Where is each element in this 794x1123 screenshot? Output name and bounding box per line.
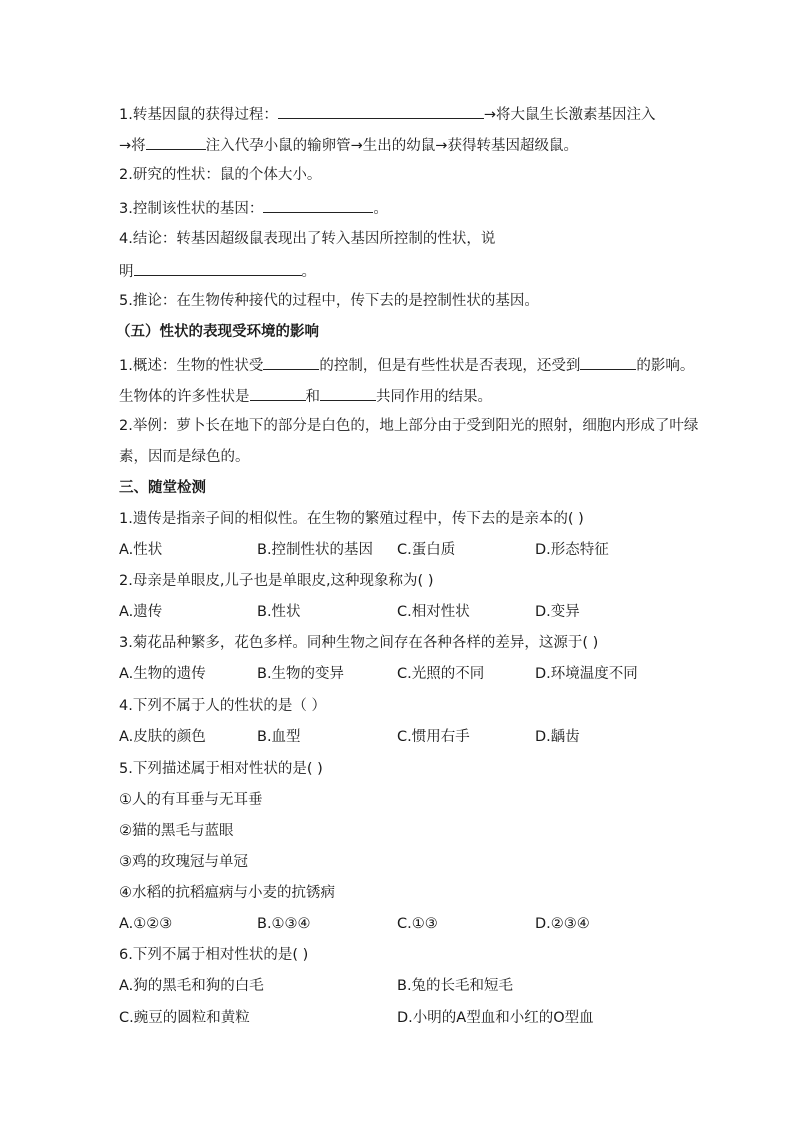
q5-option-d[interactable]: D.②③④: [535, 916, 590, 932]
question-4: 4.下列不属于人的性状的是（ ）: [119, 698, 326, 714]
answer-blank[interactable]: [263, 197, 373, 213]
question-2: 2.母亲是单眼皮,儿子也是单眼皮,这种现象称为( ): [119, 573, 434, 589]
q4-option-b[interactable]: B.血型: [257, 729, 301, 745]
question-5: 5.下列描述属于相对性状的是( ): [119, 761, 323, 777]
item-1-text-2: →将大鼠生长激素基因注入: [483, 107, 656, 123]
q5-statement-4: ④水稻的抗稻瘟病与小麦的抗锈病: [119, 885, 335, 901]
q2-option-c[interactable]: C.相对性状: [397, 604, 470, 620]
item-4-cont: [119, 260, 316, 282]
q1-option-d[interactable]: D.形态特征: [535, 542, 609, 558]
q3-option-c[interactable]: C.光照的不同: [397, 666, 485, 682]
q2-option-d[interactable]: D.变异: [535, 604, 580, 620]
answer-blank[interactable]: [146, 134, 206, 150]
q3-option-d[interactable]: D.环境温度不同: [535, 666, 638, 682]
q6-option-c[interactable]: C.豌豆的圆粒和黄粒: [119, 1010, 250, 1026]
item-3-end: 。: [373, 201, 388, 217]
item-1-text: 1.转基因鼠的获得过程：: [119, 107, 278, 123]
item-1-text-3: →将: [119, 138, 146, 154]
q3-option-b[interactable]: B.生物的变异: [257, 666, 345, 682]
sec5-para-1: [119, 354, 694, 376]
q2-option-b[interactable]: B.性状: [257, 604, 301, 620]
q6-option-d[interactable]: D.小明的A型血和小红的O型血: [397, 1010, 594, 1026]
sec5-para-2: 2.举例：萝卜长在地下的部分是白色的，地上部分由于受到阳光的照射，细胞内形成了叶绿: [119, 418, 699, 434]
question-1: 1.遗传是指亲子间的相似性。在生物的繁殖过程中，传下去的是亲本的( ): [119, 511, 584, 527]
sec5-text: 的控制，但是有些性状是否表现，还受到: [319, 358, 581, 374]
answer-blank[interactable]: [263, 354, 319, 370]
sec5-para-1-cont: [119, 385, 492, 407]
item-4-end: 。: [301, 264, 316, 280]
item-3-text: 3.控制该性状的基因：: [119, 201, 264, 217]
q2-option-a[interactable]: A.遗传: [119, 604, 163, 620]
item-1-cont: [119, 134, 578, 156]
item-1-text-4: 注入代孕小鼠的输卵管→生出的幼鼠→获得转基因超级鼠。: [205, 138, 578, 154]
item-3: [119, 197, 388, 219]
sec5-text: 1.概述：生物的性状受: [119, 358, 264, 374]
q5-statement-2: ②猫的黑毛与蓝眼: [119, 823, 234, 839]
sec5-text: 生物体的许多性状是: [119, 389, 250, 405]
question-3: 3.菊花品种繁多，花色多样。同种生物之间存在各种各样的差异，这源于( ): [119, 635, 599, 651]
q5-option-a[interactable]: A.①②③: [119, 916, 173, 932]
item-5: 5.推论：在生物传种接代的过程中，传下去的是控制性状的基因。: [119, 293, 539, 309]
q5-option-b[interactable]: B.①③④: [257, 916, 311, 932]
item-1: [119, 103, 656, 125]
q4-option-a[interactable]: A.皮肤的颜色: [119, 729, 206, 745]
sec5-text: 和: [305, 389, 320, 405]
answer-blank[interactable]: [278, 103, 484, 119]
sec5-para-2-cont: 素，因而是绿色的。: [119, 449, 250, 465]
q5-option-c[interactable]: C.①③: [397, 916, 438, 932]
answer-blank[interactable]: [250, 385, 306, 401]
q6-option-a[interactable]: A.狗的黑毛和狗的白毛: [119, 978, 264, 994]
q4-option-c[interactable]: C.惯用右手: [397, 729, 470, 745]
section-heading-5: （五）性状的表现受环境的影响: [116, 324, 319, 340]
q5-statement-1: ①人的有耳垂与无耳垂: [119, 792, 263, 808]
section-heading-3: 三、随堂检测: [119, 480, 206, 496]
q1-option-c[interactable]: C.蛋白质: [397, 542, 456, 558]
q6-option-b[interactable]: B.兔的长毛和短毛: [397, 978, 514, 994]
q5-statement-3: ③鸡的玫瑰冠与单冠: [119, 854, 248, 870]
sec5-text: 共同作用的结果。: [376, 389, 492, 405]
q4-option-d[interactable]: D.龋齿: [535, 729, 580, 745]
q3-option-a[interactable]: A.生物的遗传: [119, 666, 206, 682]
q1-option-a[interactable]: A.性状: [119, 542, 163, 558]
sec5-text: 的影响。: [636, 358, 695, 374]
item-4: 4.结论：转基因超级鼠表现出了转入基因所控制的性状，说: [119, 231, 496, 247]
question-6: 6.下列不属于相对性状的是( ): [119, 947, 309, 963]
answer-blank[interactable]: [320, 385, 376, 401]
q1-option-b[interactable]: B.控制性状的基因: [257, 542, 374, 558]
answer-blank[interactable]: [580, 354, 636, 370]
answer-blank[interactable]: [134, 260, 302, 276]
item-2: 2.研究的性状：鼠的个体大小。: [119, 167, 322, 183]
item-4-text: 明: [119, 264, 134, 280]
